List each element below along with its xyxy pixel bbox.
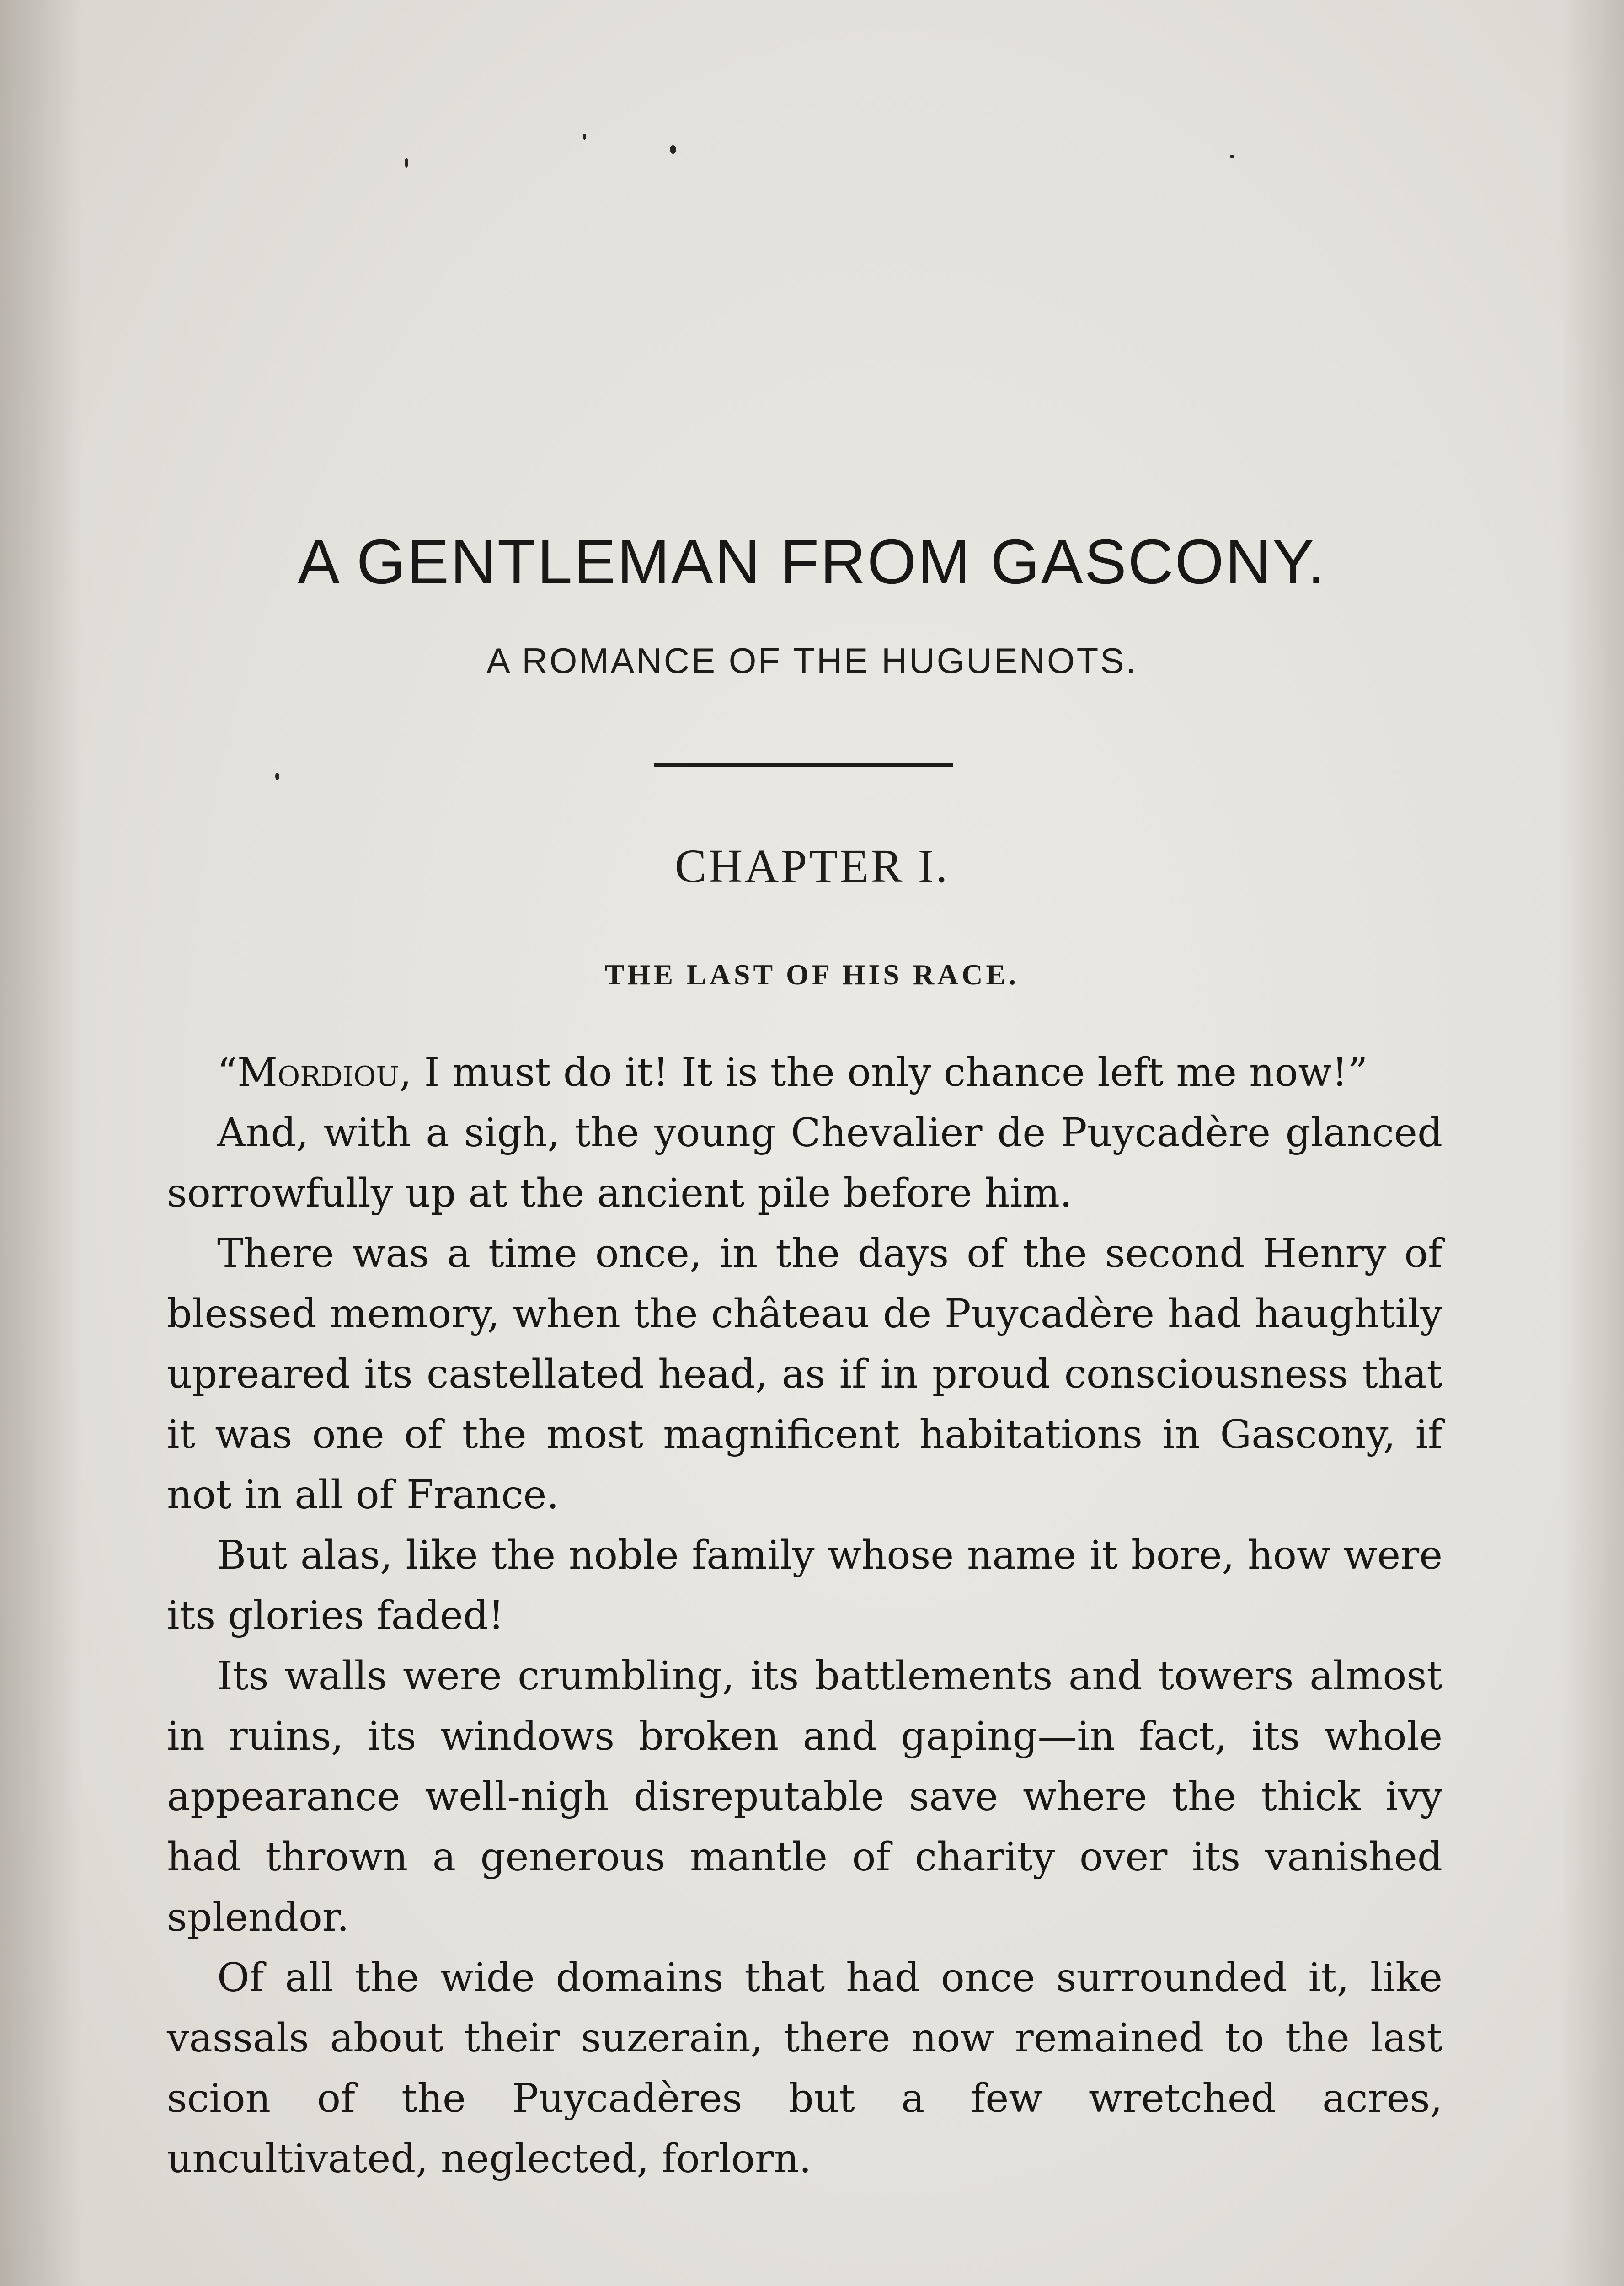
paragraph-5: Its walls were crumbling, its battlements and towers almost in ruins, its windows broken and gaping—in fact, its whole appearance well-nigh disreputable save where the thick ivy had thrown a generous mantle of charity over its vanished splendor.	[167, 1653, 1442, 1940]
title-divider-rule	[654, 763, 953, 767]
chapter-body	[167, 1042, 1442, 2189]
paragraph-2: And, with a sigh, the young Chevalier de Puycadère glanced sorrowfully up at the ancient pile before him.	[167, 1110, 1442, 1216]
paragraph-1-text: , I must do it! It is the only chance left me now!”	[399, 1050, 1368, 1095]
ink-speck	[583, 134, 586, 140]
opening-quote-mark: “	[217, 1050, 237, 1095]
chapter-heading: CHAPTER I.	[674, 840, 950, 892]
page-edge-shadow-left	[0, 0, 82, 2286]
ink-speck	[670, 145, 676, 154]
book-subtitle: A ROMANCE OF THE HUGUENOTS.	[486, 641, 1138, 681]
paragraph-1	[167, 1042, 1442, 1103]
book-title: A GENTLEMAN FROM GASCONY.	[297, 527, 1327, 597]
page-edge-shadow-right	[1560, 0, 1624, 2286]
paragraph-4: But alas, like the noble family whose name it bore, how were its glories faded!	[167, 1533, 1442, 1639]
ink-speck	[405, 158, 408, 168]
chapter-title: THE LAST OF HIS RACE.	[604, 958, 1020, 991]
ink-speck	[275, 773, 279, 780]
paragraph-3: There was a time once, in the days of the second Henry of blessed memory, when the château de Puycadère had haughtily upreared its castellated head, as if in proud consciousness that it was one of the most magnificent habitations in Gascony, if not in all of France.	[167, 1231, 1442, 1518]
paragraph-6: Of all the wide domains that had once surrounded it, like vassals about their suzerain, there now remained to the last scion of the Puycadères but a few wretched acres, uncultivated, neglected, forlorn.	[167, 1955, 1442, 2182]
ink-speck	[1230, 155, 1234, 158]
exclamation-word: Mordiou	[237, 1050, 399, 1095]
